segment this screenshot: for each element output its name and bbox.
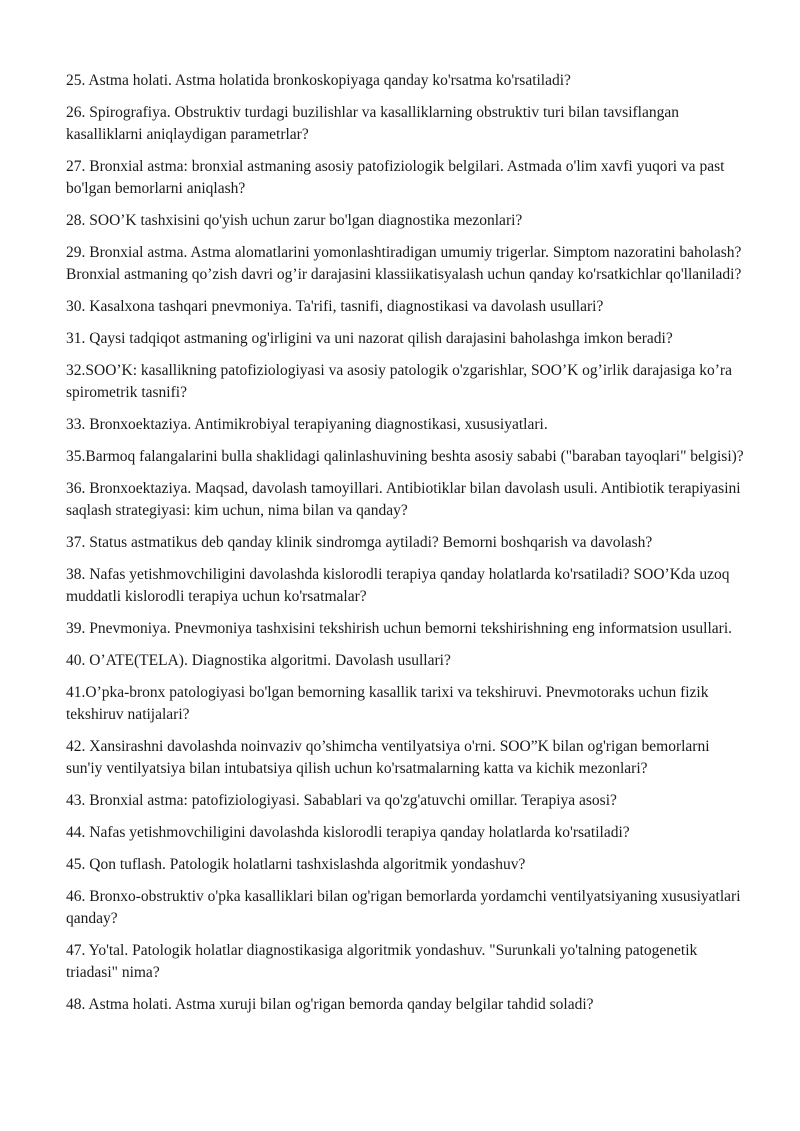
question-29: 29. Bronxial astma. Astma alomatlarini yomonlashtiradigan umumiy trigerlar. Simptom nazoratini baholash? Bronxial astmaning qo’zish davri og’ir darajasini klassiikatisyalash uchun qanday ko'rsatkichlar qo'llaniladi? (66, 244, 742, 283)
question-25: 25. Astma holati. Astma holatida bronkoskopiyaga qanday ko'rsatma ko'rsatiladi? (66, 72, 571, 89)
question-38: 38. Nafas yetishmovchiligini davolashda kislorodli terapiya qanday holatlarda ko'rsatiladi? SOO’Kda uzoq muddatli kislorodli terapiya uchun ko'rsatmalar? (66, 566, 730, 605)
question-44: 44. Nafas yetishmovchiligini davolashda kislorodli terapiya qanday holatlarda ko'rsatiladi? (66, 824, 630, 841)
question-43: 43. Bronxial astma: patofiziologiyasi. Sabablari va qo'zg'atuvchi omillar. Terapiya asosi? (66, 792, 617, 809)
document-page (66, 70, 746, 1026)
question-37: 37. Status astmatikus deb qanday klinik sindromga aytiladi? Bemorni boshqarish va davolash? (66, 534, 653, 551)
question-47: 47. Yo'tal. Patologik holatlar diagnostikasiga algoritmik yondashuv. "Surunkali yo'talning patogenetik triadasi" nima? (66, 942, 698, 981)
question-42: 42. Xansirashni davolashda noinvaziv qo’shimcha ventilyatsiya o'rni. SOO”K bilan og'rigan bemorlarni sun'iy ventilyatsiya bilan intubatsiya qilish uchun ko'rsatmalarning katta va kichik mezonlari? (66, 738, 710, 777)
question-48: 48. Astma holati. Astma xuruji bilan og'rigan bemorda qanday belgilar tahdid soladi? (66, 996, 594, 1013)
question-39: 39. Pnevmoniya. Pnevmoniya tashxisini tekshirish uchun bemorni tekshirishning eng informatsion usullari. (66, 620, 733, 637)
question-41: 41.O’pka-bronx patologiyasi bo'lgan bemorning kasallik tarixi va tekshiruvi. Pnevmotoraks uchun fizik tekshiruv natijalari? (66, 684, 709, 723)
question-31: 31. Qaysi tadqiqot astmaning og'irligini va uni nazorat qilish darajasini baholashga imkon beradi? (66, 330, 673, 347)
question-35: 35.Barmoq falangalarini bulla shaklidagi qalinlashuvining beshta asosiy sababi ("baraban tayoqlari" belgisi)? (66, 448, 744, 465)
question-30: 30. Kasalxona tashqari pnevmoniya. Ta'rifi, tasnifi, diagnostikasi va davolash usullari? (66, 298, 604, 315)
question-36: 36. Bronxoektaziya. Maqsad, davolash tamoyillari. Antibiotiklar bilan davolash usuli. Antibiotik terapiyasini saqlash strategiyasi: kim uchun, nima bilan va qanday? (66, 480, 741, 519)
question-32: 32.SOO’K: kasallikning patofiziologiyasi va asosiy patologik o'zgarishlar, SOO’K og’irlik darajasiga ko’ra spirometrik tasnifi? (66, 362, 732, 401)
question-33: 33. Bronxoektaziya. Antimikrobiyal terapiyaning diagnostikasi, xususiyatlari. (66, 416, 548, 433)
question-26: 26. Spirografiya. Obstruktiv turdagi buzilishlar va kasalliklarning obstruktiv turi bilan tavsiflangan kasalliklarni aniqlaydigan parametrlar? (66, 104, 679, 143)
question-46: 46. Bronxo-obstruktiv o'pka kasalliklari bilan og'rigan bemorlarda yordamchi ventilyatsiyaning xususiyatlari qanday? (66, 888, 741, 927)
question-27: 27. Bronxial astma: bronxial astmaning asosiy patofiziologik belgilari. Astmada o'lim xavfi yuqori va past bo'lgan bemorlarni aniqlash? (66, 158, 725, 197)
question-28: 28. SOO’K tashxisini qo'yish uchun zarur bo'lgan diagnostika mezonlari? (66, 212, 523, 229)
question-45: 45. Qon tuflash. Patologik holatlarni tashxislashda algoritmik yondashuv? (66, 856, 526, 873)
question-40: 40. O’ATE(TELA). Diagnostika algoritmi. Davolash usullari? (66, 652, 451, 669)
